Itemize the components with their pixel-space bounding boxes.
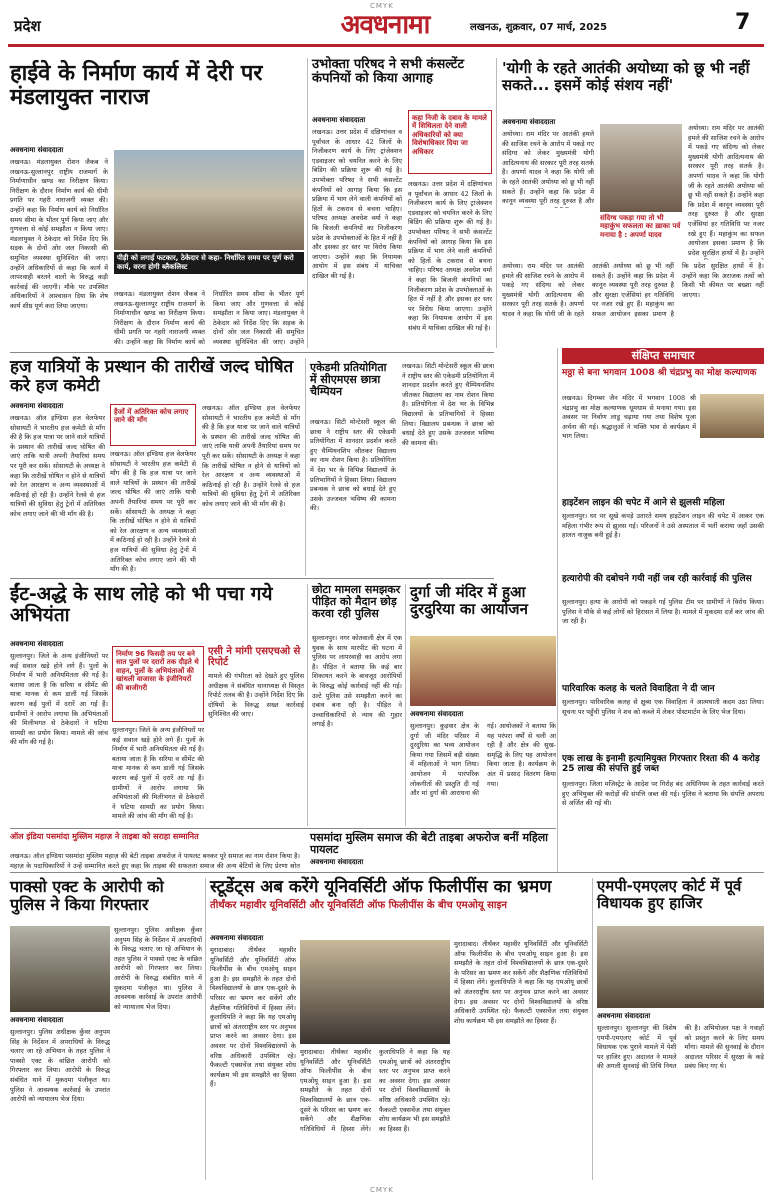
story-body-cont: लखनऊ। ऑल इण्डिया हज वेलफेयर सोसायटी ने भारतीय हज कमेटी से माँग की है कि हज यात्रा पर जाने वाले यात्रियों के प्रस्थान की तारीखें जल्द घोषित की जाएं ताकि यात्री अपनी तैयारियां समय पर पूरी कर सकें। सोसायटी के अध्यक्ष ने कहा कि तारीखें घोषित न होने से यात्रियों को रेल आरक्षण व अन्य व्यवस्थाओं में कठिनाई हो रही है। उन्होंने रेलवे से हज यात्रियों की सुविधा हेतु ट्रेनों में अतिरिक्त कोच लगाए जाने की भी माँग की है। — [110, 450, 196, 574]
cmyk-mark: CMYK — [370, 2, 394, 10]
headline: दुर्गा जी मंदिर में हुआ दुरदुरिया का आयोजन — [410, 583, 528, 618]
story-body: सुल्तानपुर। सुल्तानपुर की विशेष एमपी-एमएलए कोर्ट में पूर्व विधायक एक पुराने मामले में पेशी पर हाजिर हुए। अदालत ने मामले की अगली सुनवाई की तिथि नियत की है। अभियोजन पक्ष ने गवाहों को प्रस्तुत करने के लिए समय माँगा। मामले की सुनवाई के दौरान अदालत परिसर में सुरक्षा के कड़े प्रबंध किए गए थे। — [597, 1024, 764, 1071]
story-body: मामले की गंभीरता को देखते हुए पुलिस अधीक्षक ने संबंधित थानाध्यक्ष से विस्तृत रिपोर्ट तलब की है। उन्होंने निर्देश दिए कि दोषियों के विरुद्ध सख्त कार्रवाई सुनिश्चित की जाए। — [208, 672, 304, 719]
story-body: सुल्तानपुर। पुलिस अधीक्षक कुँवर अनुपम सिंह के निर्देशन में अपराधियों के विरुद्ध चलाए जा रहे अभियान के तहत पुलिस ने पाक्सो एक्ट के वांछित आरोपी को गिरफ्तार कर लिया। आरोपी के विरुद्ध संबंधित थाने में मुकदमा पंजीकृत था। पुलिस ने आवश्यक कार्रवाई के उपरांत आरोपी को न्यायालय भेज दिया। — [10, 1028, 110, 1104]
brief-body: सुल्तानपुर। जिला मजिस्ट्रेट के आदेश पर गिरोह बंद अधिनियम के तहत कार्रवाई करते हुए अभियुक्त की करोड़ों की संपत्ति जब्त की गई। पुलिस ने बताया कि संपत्ति अपराध से अर्जित की गई थी। — [562, 780, 764, 808]
column-divider — [307, 58, 308, 348]
byline: अवधनामा संवाददाता — [410, 710, 464, 718]
headline: पाक्सो एक्ट के आरोपी को पुलिस ने किया गिरफ्तार — [10, 877, 164, 914]
newspaper-logo — [310, 6, 460, 40]
headline: 'योगी के रहते आतंकी अयोध्या को छू भी नहीं सकते... इसमें कोई संशय नहीं' — [502, 59, 750, 94]
story-mpmla — [597, 878, 764, 911]
story-body-cont2: लखनऊ। ऑल इण्डिया हज वेलफेयर सोसायटी ने भारतीय हज कमेटी से माँग की है कि हज यात्रा पर जाने वाले यात्रियों के प्रस्थान की तारीखें जल्द घोषित की जाएं ताकि यात्री अपनी तैयारियां समय पर पूरी कर सकें। सोसायटी के अध्यक्ष ने कहा कि तारीखें घोषित न होने से यात्रियों को रेल आरक्षण व अन्य व्यवस्थाओं में कठिनाई हो रही है। उन्होंने रेलवे से हज यात्रियों की सुविधा हेतु ट्रेनों में अतिरिक्त कोच लगाए जाने की भी माँग की है। — [202, 404, 300, 508]
pull-quote: ऑल इंडिया पसमांदा मुस्लिम महाज़ ने ताइबा को सराहा सम्मानित — [10, 832, 199, 841]
brief-body: सुल्तानपुर। हत्या के आरोपी को पकड़ने गई पुलिस टीम पर ग्रामीणों ने विरोध किया। पुलिस ने मौके से कई लोगों को हिरासत में लिया है। मामले में मुकदमा दर्ज कर जांच की जा रही है। — [562, 598, 764, 626]
story-highway — [10, 62, 300, 110]
headline: हज यात्रियों के प्रस्थान की तारीखें जल्द घोषित करे हज कमेटी — [10, 357, 294, 396]
story-body-cont2: मुरादाबाद। तीर्थंकर महावीर यूनिवर्सिटी और यूनिवर्सिटी ऑफ फिलीपींस के बीच एमओयू साइन हुआ है। इस समझौते के तहत दोनों विश्वविद्यालयों के छात्र एक-दूसरे के परिसर का भ्रमण कर सकेंगे और शैक्षणिक गतिविधियों में हिस्सा लेंगे। कुलाधिपति ने कहा कि यह एमओयू छात्रों को अंतरराष्ट्रीय स्तर पर अनुभव प्राप्त करने का अवसर देगा। इस अवसर पर दोनों विश्वविद्यालयों के वरिष्ठ अधिकारी उपस्थित रहे। फैकल्टी एक्सचेंज तथा संयुक्त शोध कार्यक्रम भी इस समझौते का हिस्सा हैं। — [454, 940, 588, 1025]
row-divider — [10, 352, 494, 353]
story-council — [312, 58, 482, 87]
story-body: मुरादाबाद। तीर्थंकर महावीर यूनिवर्सिटी और यूनिवर्सिटी ऑफ फिलीपींस के बीच एमओयू साइन हुआ है। इस समझौते के तहत दोनों विश्वविद्यालयों के छात्र एक-दूसरे के परिसर का भ्रमण कर सकेंगे और शैक्षणिक गतिविधियों में हिस्सा लेंगे। कुलाधिपति ने कहा कि यह एमओयू छात्रों को अंतरराष्ट्रीय स्तर पर अनुभव प्राप्त करने का अवसर देगा। इस अवसर पर दोनों विश्वविद्यालयों के वरिष्ठ अधिकारी उपस्थित रहे। फैकल्टी एक्सचेंज तथा संयुक्त शोध कार्यक्रम भी इस समझौते का हिस्सा हैं। — [210, 946, 296, 1089]
story-body-cont: मुरादाबाद। तीर्थंकर महावीर यूनिवर्सिटी और यूनिवर्सिटी ऑफ फिलीपींस के बीच एमओयू साइन हुआ है। इस समझौते के तहत दोनों विश्वविद्यालयों के छात्र एक-दूसरे के परिसर का भ्रमण कर सकेंगे और शैक्षणिक गतिविधियों में हिस्सा लेंगे। कुलाधिपति ने कहा कि यह एमओयू छात्रों को अंतरराष्ट्रीय स्तर पर अनुभव प्राप्त करने का अवसर देगा। इस अवसर पर दोनों विश्वविद्यालयों के वरिष्ठ अधिकारी उपस्थित रहे। फैकल्टी एक्सचेंज तथा संयुक्त शोध कार्यक्रम भी इस समझौते का हिस्सा हैं। — [300, 1048, 450, 1133]
headline: स्टूडेंट्स अब करेंगे यूनिवर्सिटी ऑफ फिलीपींस का भ्रमण — [210, 877, 552, 897]
story-body: लखनऊ। मंडलायुक्त रोशन जैकब ने लखनऊ-सुल्तानपुर राष्ट्रीय राजमार्ग के निर्माणाधीन खण्ड का निरीक्षण किया। निरीक्षण के दौरान निर्माण कार्य की धीमी प्रगति पर गहरी नाराजगी व्यक्त की। उन्होंने कहा कि निर्माण कार्य को निर्धारित समय सीमा के भीतर पूर्ण किया जाए और गुणवत्ता से कोई समझौता न किया जाए। मंडलायुक्त ने ठेकेदार को निर्देश दिए कि सड़क के दोनों ओर जल निकासी की समुचित व्यवस्था सुनिश्चित की जाए। उन्होंने अधिकारियों से कहा कि कार्य में लापरवाही बरतने वालों के विरुद्ध कड़ी कार्रवाई की जाएगी। मौके पर उपस्थित अधिकारियों ने आश्वासन दिया कि शेष कार्य शीघ्र पूर्ण करा लिया जाएगा। — [10, 158, 108, 310]
brief-item — [562, 368, 764, 378]
story-body: सुल्तानपुर। कुड़वार क्षेत्र के दुर्गा जी मंदिर परिसर में दुरदुरिया का भव्य आयोजन किया गया जिसमें बड़ी संख्या में महिलाओं ने भाग लिया। आयोजन में पारंपरिक लोकगीतों की प्रस्तुति दी गई और मां दुर्गा की आराधना की गई। आयोजकों ने बताया कि यह परंपरा वर्षों से चली आ रही है और क्षेत्र की सुख-समृद्धि के लिए यह आयोजन किया जाता है। कार्यक्रम के अंत में प्रसाद वितरण किया गया। — [410, 722, 556, 798]
byline: अवधनामा संवाददाता — [10, 146, 64, 154]
section-label: प्रदेश — [14, 17, 41, 35]
story-police — [312, 584, 402, 620]
spacer — [310, 356, 311, 357]
story-body-cont: अयोध्या। राम मंदिर पर आतंकी हमले की साजिश रचने के आरोप में पकड़े गए संदिग्ध को लेकर मुख्यमंत्री योगी आदित्यनाथ की सरकार पूरी तरह सतर्क है। अपर्णा यादव ने कहा कि योगी जी के रहते आतंकी अयोध्या को छू भी नहीं सकते हैं। उन्होंने कहा कि प्रदेश में कानून व्यवस्था पूरी तरह दुरुस्त है और सुरक्षा एजेंसियां हर गतिविधि पर नजर रखे हुए हैं। महाकुंभ का सफल आयोजन इसका प्रमाण है कि प्रदेश सुरक्षित हाथों में है। उन्होंने — [688, 124, 764, 257]
mou-photo — [300, 940, 450, 1044]
column-divider — [496, 58, 497, 348]
brief-title: पारिवारिक कलह के चलते विवाहिता ने दी जान — [562, 684, 715, 694]
byline: अवधनामा संवाददाता — [502, 118, 556, 126]
brief-photo — [700, 394, 764, 438]
byline: अवधनामा संवाददाता — [210, 934, 264, 942]
row-divider — [10, 828, 556, 829]
byline: अवधनामा संवाददाता — [310, 858, 364, 866]
byline: अवधनामा संवाददाता — [10, 402, 64, 410]
column-divider — [592, 878, 593, 1180]
byline: अवधनामा संवाददाता — [597, 1012, 651, 1020]
brief-title: हाइटेंशन लाइन की चपेट में आने से झुलसी महिला — [562, 498, 725, 508]
story-body: लखनऊ। सिटी मोन्टेसरी स्कूल की छात्रा ने राष्ट्रीय स्तर की एकेडमी प्रतियोगिता में शानदार प्रदर्शन करते हुए चैम्पियनशिप जीतकर विद्यालय का नाम रोशन किया है। प्रतियोगिता में देश भर के विभिन्न विद्यालयों के प्रतिभागियों ने हिस्सा लिया। विद्यालय प्रबन्धक ने छात्रा को बधाई देते हुए उसके उज्जवल भविष्य की कामना की। — [310, 418, 396, 513]
story-body: सुल्तानपुर। नगर कोतवाली क्षेत्र में एक युवक के साथ मारपीट की घटना में पुलिस पर लापरवाही का आरोप लगा है। पीड़ित ने बताया कि कई बार शिकायत करने के बावजूद आरोपियों के विरुद्ध कोई कार्रवाई नहीं की गई। उल्टे पुलिस उसे समझौता करने का दबाव बना रही है। पीड़ित ने उच्चाधिकारियों से न्याय की गुहार लगाई है। — [312, 634, 402, 729]
headline: ईंट-अद्धे के साथ लोहे को भी पचा गये अभियंता — [10, 583, 273, 626]
court-photo — [597, 926, 764, 1008]
column-divider — [307, 584, 308, 826]
byline: अवधनामा संवाददाता — [10, 640, 64, 648]
row-divider — [10, 872, 764, 873]
headline: एसी ने मांगी एसएचओ से रिपोर्ट — [208, 646, 301, 668]
story-body-lower: अयोध्या। राम मंदिर पर आतंकी हमले की साजिश रचने के आरोप में पकड़े गए संदिग्ध को लेकर मुख्यमंत्री योगी आदित्यनाथ की सरकार पूरी तरह सतर्क है। अपर्णा यादव ने कहा कि योगी जी के रहते आतंकी अयोध्या को छू भी नहीं सकते हैं। उन्होंने कहा कि प्रदेश में कानून व्यवस्था पूरी तरह दुरुस्त है और सुरक्षा एजेंसियां हर गतिविधि पर नजर रखे हुए हैं। महाकुंभ का सफल आयोजन इसका प्रमाण है कि प्रदेश सुरक्षित हाथों में है। उन्होंने कहा कि अराजक तत्वों को किसी भी कीमत पर बख्शा नहीं जाएगा। — [502, 262, 764, 318]
story-pilot — [310, 832, 556, 856]
story-sp-report — [208, 646, 304, 668]
headline: उभोक्ता परिषद ने सभी कंसल्टेंट कंपनियों को किया आगाह — [312, 57, 465, 87]
brief-item — [562, 684, 764, 694]
highway-photo — [114, 150, 304, 250]
byline: अवधनामा संवाददाता — [312, 116, 366, 124]
story-body: लखनऊ। ऑल इण्डिया हज वेलफेयर सोसायटी ने भारतीय हज कमेटी से माँग की है कि हज यात्रा पर जाने वाले यात्रियों के प्रस्थान की तारीखें जल्द घोषित की जाएं ताकि यात्री अपनी तैयारियां समय पर पूरी कर सकें। सोसायटी के अध्यक्ष ने कहा कि तारीखें घोषित न होने से यात्रियों को रेल आरक्षण व अन्य व्यवस्थाओं में कठिनाई हो रही है। उन्होंने रेलवे से हज यात्रियों की सुविधा हेतु ट्रेनों में अतिरिक्त कोच लगाए जाने की भी माँग की है। — [10, 414, 105, 518]
brief-body: लखनऊ। दिगम्बर जैन मंदिर में भगवान 1008 श्री चंद्रप्रभु का मोक्ष कल्याणक धूमधाम से मनाया गया। इस अवसर पर निर्वाण लाडू चढ़ाया गया तथा विशेष पूजा अर्चना की गई। श्रद्धालुओं ने भक्ति भाव से कार्यक्रम में भाग लिया। — [562, 394, 696, 441]
column-divider — [205, 878, 206, 1180]
headline: एकेडमी प्रतियोगिता में सीएमएस छात्रा चैम्पियन — [310, 361, 387, 399]
story-body-cont: लखनऊ। सिटी मोन्टेसरी स्कूल की छात्रा ने राष्ट्रीय स्तर की एकेडमी प्रतियोगिता में शानदार प्रदर्शन करते हुए चैम्पियनशिप जीतकर विद्यालय का नाम रोशन किया है। प्रतियोगिता में देश भर के विभिन्न विद्यालयों के प्रतिभागियों ने हिस्सा लिया। विद्यालय प्रबन्धक ने छात्रा को बधाई देते हुए उसके उज्जवल भविष्य की कामना की। — [402, 362, 494, 447]
column-divider — [405, 584, 406, 826]
logo-text: अवधनामा — [340, 10, 430, 40]
brief-item — [562, 498, 764, 508]
headline: पसमांदा मुस्लिम समाज की बेटी ताइबा अफरोज बनीं महिला पायलट — [310, 831, 549, 857]
pocso-photo — [10, 926, 110, 1012]
column-divider — [557, 348, 558, 872]
story-sports — [310, 362, 396, 398]
page-number: 7 — [735, 10, 751, 35]
brief-body: सुल्तानपुर। घर पर सूखे कपड़े उतारते समय हाइटेंशन लाइन की चपेट में आकर एक महिला गंभीर रूप से झुलस गई। परिजनों ने उसे अस्पताल में भर्ती कराया जहाँ उसकी हालत नाजुक बनी हुई है। — [562, 512, 764, 540]
brief-item — [562, 754, 764, 775]
headline: छोटा मामला समझकर पीड़ित को मैदान छोड़ करवा रही पुलिस — [312, 583, 401, 621]
story-body: लखनऊ। उत्तर प्रदेश में दक्षिणांचल व पूर्वांचल के आधार 42 जिलों के निजीकरण कार्य के लिए ट्रांजेक्शन एडवाइजर को चयनित करने के लिए बिडिंग की प्रक्रिया शुरू की गई है। उपभोक्ता परिषद ने सभी कंसल्टेंट कंपनियों को आगाह किया कि इस प्रक्रिया में भाग लेने वाली कंपनियों को हितों के टकराव से बचना चाहिए। परिषद अध्यक्ष अवधेश वर्मा ने कहा कि बिजली कंपनियों का निजीकरण प्रदेश के उपभोक्ताओं के हित में नहीं है और इसका हर स्तर पर विरोध किया जाएगा। उन्होंने कहा कि नियामक आयोग में इस संबंध में याचिका दाखिल की गई है। — [312, 128, 402, 280]
photo-caption: पीड़ी को लगाई फटकार, ठेकेदार से कहा- निर्धारित समय पर पूर्ण करो कार्य, वरना होगी ब्लैकलिस्ट — [114, 252, 304, 274]
story-durga — [410, 584, 556, 617]
masthead-rule — [8, 44, 764, 47]
story-body: सुल्तानपुर। जिले के अन्य इंजीनियरों पर कई सवाल खड़े होने लगे हैं। पुलों के निर्माण में भारी अनियमितता की गई है। बताया जाता है कि सरिया व सीमेंट की मात्रा मानक से कम डाली गई जिसके कारण कई पुलों में दरारें आ गई हैं। ग्रामीणों ने आरोप लगाया कि अभियंताओं की मिलीभगत से ठेकेदारों ने घटिया सामग्री का प्रयोग किया। मामले की जांच की माँग की गई है। — [10, 652, 108, 747]
headline: एमपी-एमएलए कोर्ट में पूर्व विधायक हुए हाजिर — [597, 877, 742, 912]
story-hajj — [10, 358, 300, 395]
ayodhya-photo — [600, 124, 682, 212]
headline: हाईवे के निर्माण कार्य में देरी पर मंडलायुक्त नाराज — [10, 61, 263, 111]
story-body: लखनऊ। ऑल इण्डिया पसमांदा मुस्लिम महाज़ की बेटी ताइबा अफरोज ने पायलट बनकर पूरे समाज का नाम रोशन किया है। महाज़ के पदाधिकारियों ने उन्हें सम्मानित करते हुए कहा कि ताइबा की सफलता समाज की अन्य बेटियों के लिए प्रेरणा स्रोत — [10, 852, 300, 870]
story-pocso — [10, 878, 200, 913]
briefs-header: संक्षिप्त समाचार — [562, 348, 764, 364]
byline: अवधनामा संवाददाता — [10, 1016, 64, 1024]
story-bricks — [10, 584, 310, 626]
brief-title: हत्यारोपी की दबोचने गयी नहीं जब रही कार्रवाई की पुलिस — [562, 574, 752, 584]
story-philippines — [210, 878, 588, 911]
story-ayodhya — [502, 60, 764, 93]
story-body-cont: लखनऊ। उत्तर प्रदेश में दक्षिणांचल व पूर्वांचल के आधार 42 जिलों के निजीकरण कार्य के लिए ट्रांजेक्शन एडवाइजर को चयनित करने के लिए बिडिंग की प्रक्रिया शुरू की गई है। उपभोक्ता परिषद ने सभी कंसल्टेंट कंपनियों को आगाह किया कि इस प्रक्रिया में भाग लेने वाली कंपनियों को हितों के टकराव से बचना चाहिए। परिषद अध्यक्ष अवधेश वर्मा ने कहा कि बिजली कंपनियों का निजीकरण प्रदेश के उपभोक्ताओं के हित में नहीं है और इसका हर स्तर पर विरोध किया जाएगा। उन्होंने कहा कि नियामक आयोग में इस संबंध में याचिका दाखिल की गई है। — [408, 180, 492, 332]
column-divider — [305, 358, 306, 576]
pull-quote: निर्माण 96 फिसदी तय पर बने सात पुलों पर दरारों तक दौड़ते थे वाहन, पुलों के अभियंताओं की खांधली वाजासा के इंजीनियरों की बाजीगरी — [112, 646, 204, 722]
story-body-cont: लखनऊ। मंडलायुक्त रोशन जैकब ने लखनऊ-सुल्तानपुर राष्ट्रीय राजमार्ग के निर्माणाधीन खण्ड का निरीक्षण किया। निरीक्षण के दौरान निर्माण कार्य की धीमी प्रगति पर गहरी नाराजगी व्यक्त की। उन्होंने कहा कि निर्माण कार्य को निर्धारित समय सीमा के भीतर पूर्ण किया जाए और गुणवत्ता से कोई समझौता न किया जाए। मंडलायुक्त ने ठेकेदार को निर्देश दिए कि सड़क के दोनों ओर जल निकासी की समुचित व्यवस्था सुनिश्चित की जाए। उन्होंने — [114, 290, 304, 346]
pull-quote: संदिग्ध पकड़ा गया तो भी महाकुंभ सफलता का ख़ाका पर्व मनाया है : अपर्णा यादव — [600, 214, 681, 239]
brief-body: सुल्तानपुर। पारिवारिक कलह से क्षुब्ध एक विवाहिता ने आत्मघाती कदम उठा लिया। सूचना पर पहुँची पुलिस ने शव को कब्जे में लेकर पोस्टमार्टम के लिए भेज दिया। — [562, 698, 764, 716]
brief-title: मठ्ठा से बना भगवान 1008 श्री चंद्रप्रभु का मोक्ष कल्याणक — [562, 368, 757, 378]
story-body: अयोध्या। राम मंदिर पर आतंकी हमले की साजिश रचने के आरोप में पकड़े गए संदिग्ध को लेकर मुख्यमंत्री योगी आदित्यनाथ की सरकार पूरी तरह सतर्क है। अपर्णा यादव ने कहा कि योगी जी के रहते आतंकी अयोध्या को छू भी नहीं सकते हैं। उन्होंने कहा कि प्रदेश में कानून व्यवस्था पूरी तरह दुरुस्त है और — [502, 130, 594, 206]
durga-photo — [410, 636, 556, 706]
dateline: लखनऊ, शुक्रवार, 07 मार्च, 2025 — [470, 22, 608, 33]
story-body-cont: सुल्तानपुर। जिले के अन्य इंजीनियरों पर कई सवाल खड़े होने लगे हैं। पुलों के निर्माण में भारी अनियमितता की गई है। बताया जाता है कि सरिया व सीमेंट की मात्रा मानक से कम डाली गई जिसके कारण कई पुलों में दरारें आ गई हैं। ग्रामीणों ने आरोप लगाया कि अभियंताओं की मिलीभगत से ठेकेदारों ने घटिया सामग्री का प्रयोग किया। मामले की जांच की माँग की गई है। — [112, 726, 204, 821]
brief-title: एक लाख के इनामी हत्यामियुक्त गिरफ्तार रिश्ता की 4 करोड़ 25 लाख की संपत्ति हुई जब्त — [562, 754, 760, 775]
row-divider — [10, 578, 494, 579]
story-body-cont: सुल्तानपुर। पुलिस अधीक्षक कुँवर अनुपम सिंह के निर्देशन में अपराधियों के विरुद्ध चलाए जा रहे अभियान के तहत पुलिस ने पाक्सो एक्ट के वांछित आरोपी को गिरफ्तार कर लिया। आरोपी के विरुद्ध संबंधित थाने में मुकदमा पंजीकृत था। पुलिस ने आवश्यक कार्रवाई के उपरांत आरोपी को न्यायालय भेज दिया। — [114, 926, 202, 1011]
subheadline: तीर्थंकर महावीर यूनिवर्सिटी और यूनिवर्सिटी ऑफ फिलीपींस के बीच एमओयू साइन — [210, 899, 507, 911]
pull-quote: कहा निजी के दबाव के मामले में शिथिलता देने वाली अधिकारियों को क्या विशेषाधिकार दिया जा अधिकार — [408, 110, 492, 174]
brief-item — [562, 574, 764, 584]
pull-quote: हैजों में अतिरिक्त कोच लगाए जाने की माँग — [110, 404, 196, 446]
cmyk-mark-bottom: CMYK — [370, 1186, 394, 1194]
